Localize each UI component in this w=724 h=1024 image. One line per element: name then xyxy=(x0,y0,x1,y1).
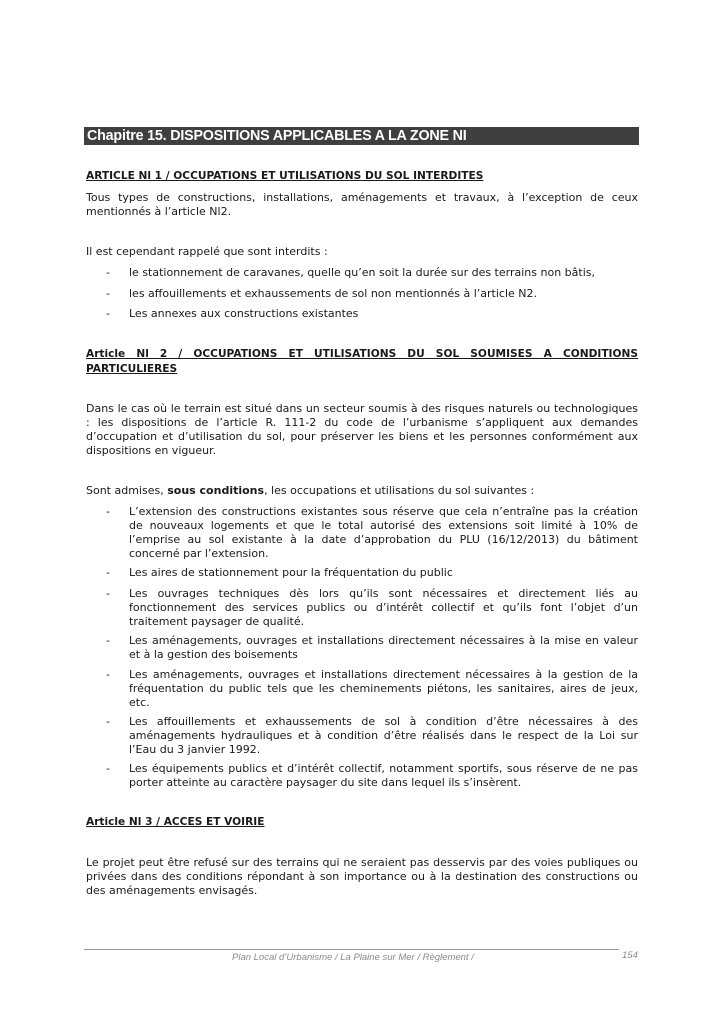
article3-heading: Article Nl 3 / ACCES ET VOIRIE xyxy=(86,816,265,828)
bullet-dash: - xyxy=(106,266,110,279)
chapter-banner xyxy=(84,127,639,145)
bullet-dash: - xyxy=(106,715,110,728)
bullet-dash: - xyxy=(106,505,110,518)
list-item-text: L’extension des constructions existantes sous réserve que cela n’entraîne pas la création de nouveaux logements et que le total autorisé des extensions soit limité à 10% de l’emprise au sol existante à la date d’approbation du PLU (16/12/2013) du bâtiment concerné par l’extension. xyxy=(129,505,638,560)
list-item-text: Les affouillements et exhaussements de sol à condition d’être nécessaires à des aménagements hydrauliques et à condition d’être réalisés dans le respect de la Loi sur l’Eau du 3 janvier 1992. xyxy=(129,715,638,756)
bullet-dash: - xyxy=(106,762,110,775)
footer-divider xyxy=(84,949,619,950)
page-number: 154 xyxy=(622,950,638,961)
bullet-dash: - xyxy=(106,307,110,320)
article2-paragraph-1: Dans le cas où le terrain est situé dans un secteur soumis à des risques naturels ou technologiques : les dispositions de l’article R. 111-2 du code de l’urbanisme s’appliquent aux demandes d’occupation et d’utilisation du sol, pour préserver les biens et les personnes conformément aux dispositions en vigueur. xyxy=(86,402,638,457)
article3-paragraph-1: Le projet peut être refusé sur des terrains qui ne seraient pas desservis par des voies publiques ou privées dans des conditions répondant à son importance ou à la destination des constructions ou des aménagements envisagés. xyxy=(86,856,638,897)
bullet-dash: - xyxy=(106,668,110,681)
list-item-text: Les ouvrages techniques dès lors qu’ils sont nécessaires et directement liés au fonctionnement des services publics ou d’intérêt collectif et qu’ils font l’objet d’un traitement paysager de qualité. xyxy=(129,587,638,628)
bullet-dash: - xyxy=(106,566,110,579)
bullet-dash: - xyxy=(106,634,110,647)
article1-paragraph-2: Il est cependant rappelé que sont interdits : xyxy=(86,245,328,258)
article2-paragraph-2: Sont admises, sous conditions, les occupations et utilisations du sol suivantes : xyxy=(86,484,535,497)
list-item-text: le stationnement de caravanes, quelle qu’en soit la durée sur des terrains non bâtis, xyxy=(129,266,595,279)
chapter-title: Chapitre 15. DISPOSITIONS APPLICABLES A LA ZONE NI xyxy=(87,128,467,144)
list-item-text: Les équipements publics et d’intérêt collectif, notamment sportifs, sous réserve de ne pas porter atteinte au caractère paysager du site dans lequel ils s’insèrent. xyxy=(129,762,638,789)
list-item-text: les affouillements et exhaussements de sol non mentionnés à l’article N2. xyxy=(129,287,538,300)
emphasis-text: sous conditions xyxy=(167,484,265,497)
article2-heading: Article Nl 2 / OCCUPATIONS ET UTILISATIONS DU SOL SOUMISES A CONDITIONS PARTICULIERES xyxy=(86,348,638,375)
list-item-text: Les aires de stationnement pour la fréquentation du public xyxy=(129,566,453,579)
article1-paragraph-1: Tous types de constructions, installations, aménagements et travaux, à l’exception de ceux mentionnés à l’article Nl2. xyxy=(86,191,638,218)
list-item-text: Les annexes aux constructions existantes xyxy=(129,307,359,320)
list-item-text: Les aménagements, ouvrages et installations directement nécessaires à la mise en valeur et à la gestion des boisements xyxy=(129,634,638,661)
footer-text: Plan Local d’Urbanisme / La Plaine sur Mer / Règlement / xyxy=(232,952,474,963)
list-item-text: Les aménagements, ouvrages et installations directement nécessaires à la gestion de la fréquentation du public tels que les cheminements piétons, les sanitaires, aires de jeux, etc. xyxy=(129,668,638,709)
bullet-dash: - xyxy=(106,587,110,600)
bullet-dash: - xyxy=(106,287,110,300)
article1-heading: ARTICLE Nl 1 / OCCUPATIONS ET UTILISATIONS DU SOL INTERDITES xyxy=(86,170,484,182)
